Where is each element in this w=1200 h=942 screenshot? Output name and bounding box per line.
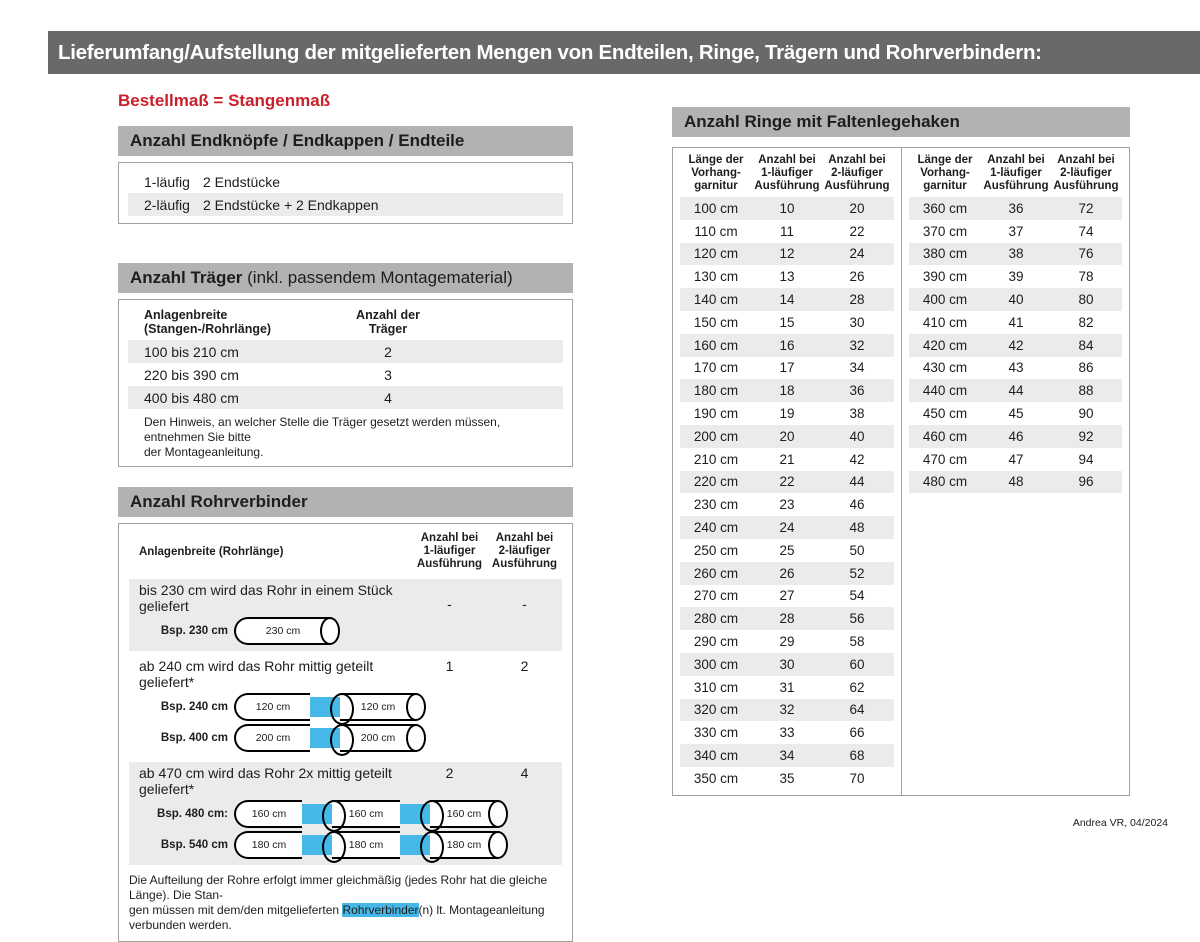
rod-endcap	[488, 831, 508, 859]
col-header-anzahl-traeger: Anzahl der Träger	[356, 308, 420, 336]
length-value: 460 cm	[922, 428, 968, 444]
example-label: Bsp. 540 cm	[160, 839, 228, 851]
rings-1-laeufig: 42	[1008, 337, 1024, 353]
rod-segment-length: 200 cm	[360, 732, 396, 744]
count-1-laeufig: -	[447, 596, 452, 612]
rings-2-laeufig: 90	[1078, 406, 1094, 422]
table-row	[909, 197, 1122, 220]
example-rod-line	[129, 617, 562, 645]
endpieces-header-text: Anzahl Endknöpfe / Endkappen / Endteile	[130, 131, 465, 150]
table-row	[909, 220, 1122, 243]
table-row	[909, 425, 1122, 448]
rod-illustration-540	[234, 831, 508, 859]
rohrverbinder-table-head	[119, 532, 572, 571]
length-value: 270 cm	[693, 588, 739, 604]
traeger-note	[144, 415, 563, 460]
table-row	[680, 265, 894, 288]
rings-1-laeufig: 11	[779, 223, 794, 239]
rings-1-laeufig: 29	[779, 634, 795, 650]
rings-2-laeufig: 56	[849, 611, 865, 627]
length-value: 310 cm	[693, 679, 739, 695]
rings-2-laeufig: 78	[1078, 269, 1094, 285]
rod-segment-length: 230 cm	[265, 625, 301, 637]
table-row	[680, 243, 894, 266]
length-value: 470 cm	[922, 451, 968, 467]
col-header-2-laeufig: Anzahl bei 2-läufiger Ausführung	[491, 532, 558, 570]
table-row	[909, 243, 1122, 266]
length-value: 200 cm	[693, 428, 739, 444]
rings-2-laeufig: 26	[849, 269, 865, 285]
page-title: Lieferumfang/Aufstellung der mitgelieferten Mengen von Endteilen, Ringe, Trägern und Rohrverbindern:	[58, 40, 1042, 64]
table-row	[128, 340, 563, 363]
table-row	[680, 334, 894, 357]
example-rod-line	[129, 831, 562, 859]
example-label: Bsp. 240 cm	[160, 701, 228, 713]
right-column	[672, 107, 1130, 796]
endpieces-section-header	[118, 126, 573, 156]
end-pieces-value: 2 Endstücke + 2 Endkappen	[203, 196, 379, 213]
col-header-2-laeufig: Anzahl bei 2-läufiger Ausführung	[824, 154, 890, 192]
length-value: 300 cm	[693, 656, 739, 672]
example-label: Bsp. 230 cm	[160, 625, 228, 637]
table-row	[909, 379, 1122, 402]
table-row	[680, 357, 894, 380]
width-range: 400 bis 480 cm	[144, 389, 239, 406]
rv-note-line2: gen müssen mit dem/den mitgelieferten Rohrverbinder(n) lt. Montageanleitung verbunden werden.	[129, 903, 545, 932]
length-value: 210 cm	[693, 451, 739, 467]
table-row	[909, 288, 1122, 311]
rings-1-laeufig: 45	[1008, 406, 1024, 422]
rohrverbinder-row-470	[129, 762, 562, 865]
traeger-count: 3	[384, 366, 392, 383]
traeger-note-line1: Den Hinweis, an welcher Stelle die Träger gesetzt werden müssen, entnehmen Sie bitte	[144, 415, 501, 444]
length-value: 450 cm	[922, 406, 968, 422]
example-label: Bsp. 480 cm:	[157, 808, 228, 820]
rings-2-laeufig: 80	[1078, 292, 1094, 308]
rings-table-1-head	[680, 152, 894, 197]
row-description: ab 240 cm wird das Rohr mittig geteilt geliefert*	[139, 658, 374, 690]
length-value: 240 cm	[693, 520, 739, 536]
rings-2-laeufig: 46	[849, 497, 865, 513]
example-rod-line	[129, 800, 562, 828]
rod-endcap	[488, 800, 508, 828]
rod-segment	[340, 693, 416, 721]
rings-2-laeufig: 28	[849, 292, 865, 308]
rod-segment-length: 180 cm	[348, 839, 384, 851]
rod-segment	[234, 800, 302, 828]
table-row	[909, 311, 1122, 334]
length-value: 170 cm	[693, 360, 739, 376]
table-row	[909, 402, 1122, 425]
rings-2-laeufig: 22	[849, 223, 865, 239]
traeger-section-header	[118, 263, 573, 293]
rings-1-laeufig: 30	[779, 656, 795, 672]
rod-endcap	[406, 724, 426, 752]
table-row	[680, 585, 894, 608]
rings-section-header	[672, 107, 1130, 137]
length-value: 130 cm	[693, 269, 739, 285]
col-header-anlagenbreite: Anlagenbreite (Stangen-/Rohrlänge)	[144, 308, 272, 336]
col-header-rohrlaenge: Anlagenbreite (Rohrlänge)	[139, 545, 284, 558]
rod-illustration-240	[234, 693, 426, 721]
rohrverbinder-note	[129, 873, 562, 933]
rings-2-laeufig: 72	[1078, 200, 1094, 216]
rings-2-laeufig: 66	[849, 725, 865, 741]
rings-2-laeufig: 54	[849, 588, 865, 604]
count-2-laeufig: -	[522, 596, 527, 612]
traeger-header-rest: (inkl. passendem Montagematerial)	[242, 268, 513, 287]
length-value: 400 cm	[922, 292, 968, 308]
length-value: 370 cm	[922, 223, 968, 239]
example-rod-line	[129, 724, 562, 752]
rod-segment-length: 120 cm	[360, 701, 396, 713]
rings-1-laeufig: 21	[779, 451, 795, 467]
table-row	[680, 767, 894, 790]
count-2-laeufig: 4	[520, 765, 529, 781]
rings-1-laeufig: 36	[1008, 200, 1024, 216]
rings-1-laeufig: 35	[779, 770, 795, 786]
rings-2-laeufig: 74	[1078, 223, 1094, 239]
table-row	[909, 357, 1122, 380]
rings-1-laeufig: 17	[779, 360, 795, 376]
length-value: 260 cm	[693, 565, 739, 581]
length-value: 120 cm	[693, 246, 739, 262]
rings-1-laeufig: 40	[1008, 292, 1024, 308]
table-row	[680, 676, 894, 699]
rings-2-laeufig: 42	[849, 451, 865, 467]
rings-1-laeufig: 46	[1008, 428, 1024, 444]
rod-segment	[234, 831, 302, 859]
rohrverbinder-row-230	[129, 579, 562, 651]
table-row	[909, 265, 1122, 288]
rod-segment-length: 160 cm	[251, 808, 287, 820]
rings-2-laeufig: 86	[1078, 360, 1094, 376]
traeger-header-bold: Anzahl Träger	[130, 268, 243, 287]
example-rod-line	[129, 693, 562, 721]
traeger-table-head	[128, 308, 563, 336]
rings-2-laeufig: 60	[849, 656, 865, 672]
rings-1-laeufig: 10	[779, 200, 795, 216]
table-row	[128, 363, 563, 386]
rings-2-laeufig: 76	[1078, 246, 1094, 262]
length-value: 160 cm	[693, 337, 739, 353]
rings-table-1-rows	[673, 197, 901, 790]
count-2-laeufig: 2	[520, 658, 529, 674]
length-value: 380 cm	[922, 246, 968, 262]
length-value: 320 cm	[693, 702, 739, 718]
rod-segment-length: 180 cm	[446, 839, 482, 851]
rings-2-laeufig: 62	[849, 679, 865, 695]
table-row	[909, 448, 1122, 471]
endpieces-table	[118, 162, 573, 224]
length-value: 290 cm	[693, 634, 739, 650]
table-row	[680, 402, 894, 425]
rings-2-laeufig: 70	[849, 770, 865, 786]
rings-2-laeufig: 40	[849, 428, 865, 444]
length-value: 110 cm	[694, 223, 738, 239]
run-type-label: 2-läufig	[144, 196, 190, 213]
length-value: 420 cm	[922, 337, 968, 353]
length-value: 440 cm	[922, 383, 968, 399]
rings-2-laeufig: 48	[849, 520, 865, 536]
rings-table-1	[673, 148, 901, 795]
length-value: 220 cm	[693, 474, 739, 490]
rings-table-2-rows	[902, 197, 1129, 493]
traeger-count: 4	[384, 389, 392, 406]
rings-2-laeufig: 34	[849, 360, 865, 376]
width-range: 220 bis 390 cm	[144, 366, 239, 383]
title-bar	[48, 31, 1200, 74]
table-row	[680, 562, 894, 585]
rings-1-laeufig: 23	[779, 497, 795, 513]
rings-2-laeufig: 88	[1078, 383, 1094, 399]
rings-1-laeufig: 48	[1008, 474, 1024, 490]
table-row	[680, 379, 894, 402]
traeger-note-line2: der Montageanleitung.	[144, 445, 264, 459]
left-column	[118, 91, 573, 942]
rings-1-laeufig: 26	[779, 565, 795, 581]
rod-illustration-400	[234, 724, 426, 752]
length-value: 390 cm	[922, 269, 968, 285]
rings-2-laeufig: 94	[1078, 451, 1094, 467]
rod-segment	[234, 617, 330, 645]
length-value: 250 cm	[693, 542, 739, 558]
rings-1-laeufig: 20	[779, 428, 795, 444]
section-endpieces	[118, 126, 573, 224]
end-pieces-value: 2 Endstücke	[203, 173, 281, 190]
rod-segment-length: 160 cm	[348, 808, 384, 820]
rings-1-laeufig: 13	[779, 269, 795, 285]
example-label: Bsp. 400 cm	[160, 732, 228, 744]
table-row	[680, 493, 894, 516]
rod-segment-length: 120 cm	[255, 701, 291, 713]
section-rohrverbinder	[118, 487, 573, 942]
run-type-label: 1-läufig	[144, 173, 190, 190]
rod-illustration-230	[234, 617, 340, 645]
width-range: 100 bis 210 cm	[144, 343, 239, 360]
rings-1-laeufig: 33	[779, 725, 795, 741]
traeger-table	[118, 299, 573, 467]
rod-segment-length: 200 cm	[255, 732, 291, 744]
length-value: 350 cm	[693, 770, 739, 786]
rod-segment	[234, 693, 310, 721]
rings-1-laeufig: 15	[779, 314, 795, 330]
rings-header-text: Anzahl Ringe mit Faltenlegehaken	[684, 112, 960, 131]
rings-table-2	[901, 148, 1129, 795]
table-row	[680, 607, 894, 630]
rings-1-laeufig: 28	[779, 611, 795, 627]
col-header-laenge: Länge der Vorhang- garnitur	[917, 154, 973, 192]
table-row	[680, 653, 894, 676]
rod-segment-length: 180 cm	[251, 839, 287, 851]
rings-1-laeufig: 31	[779, 679, 795, 695]
count-1-laeufig: 1	[445, 658, 454, 674]
rings-1-laeufig: 24	[779, 520, 795, 536]
rohrverbinder-section-header	[118, 487, 573, 517]
table-row	[680, 699, 894, 722]
rings-1-laeufig: 32	[779, 702, 795, 718]
rings-2-laeufig: 64	[849, 702, 865, 718]
traeger-count: 2	[384, 343, 392, 360]
rv-note-line1: Die Aufteilung der Rohre erfolgt immer gleichmäßig (jedes Rohr hat die gleiche Länge). Die Stan-	[129, 873, 548, 902]
table-row	[680, 721, 894, 744]
table-row	[680, 220, 894, 243]
col-header-2-laeufig: Anzahl bei 2-läufiger Ausführung	[1053, 154, 1119, 192]
length-value: 230 cm	[693, 497, 739, 513]
length-value: 360 cm	[922, 200, 968, 216]
traeger-rows	[119, 340, 572, 409]
rings-1-laeufig: 19	[779, 406, 795, 422]
table-row	[909, 334, 1122, 357]
rings-1-laeufig: 44	[1008, 383, 1024, 399]
table-row	[680, 539, 894, 562]
rings-2-laeufig: 82	[1078, 314, 1094, 330]
length-value: 280 cm	[693, 611, 739, 627]
col-header-1-laeufig: Anzahl bei 1-läufiger Ausführung	[754, 154, 820, 192]
table-row	[128, 170, 563, 193]
rings-2-laeufig: 38	[849, 406, 865, 422]
rings-2-laeufig: 92	[1078, 428, 1094, 444]
rings-2-laeufig: 96	[1078, 474, 1094, 490]
table-row	[680, 288, 894, 311]
table-row	[128, 386, 563, 409]
rings-2-laeufig: 32	[849, 337, 865, 353]
rings-1-laeufig: 12	[779, 246, 795, 262]
rings-2-laeufig: 68	[849, 748, 865, 764]
rings-1-laeufig: 37	[1008, 223, 1024, 239]
rod-endcap	[406, 693, 426, 721]
rohrverbinder-header-text: Anzahl Rohrverbinder	[130, 492, 308, 511]
document-footer: Andrea VR, 04/2024	[1072, 817, 1168, 829]
length-value: 410 cm	[922, 314, 968, 330]
rings-2-laeufig: 44	[849, 474, 865, 490]
rings-1-laeufig: 34	[779, 748, 795, 764]
table-row	[680, 311, 894, 334]
rings-1-laeufig: 16	[779, 337, 795, 353]
table-row	[680, 471, 894, 494]
table-row	[680, 197, 894, 220]
length-value: 140 cm	[693, 292, 739, 308]
rings-2-laeufig: 52	[849, 565, 865, 581]
rohrverbinder-highlight: Rohrverbinder	[342, 903, 419, 917]
rings-1-laeufig: 14	[779, 292, 795, 308]
rings-2-laeufig: 24	[849, 246, 865, 262]
rings-table-2-head	[909, 152, 1122, 197]
length-value: 330 cm	[693, 725, 739, 741]
rod-illustration-480	[234, 800, 508, 828]
rings-1-laeufig: 25	[779, 542, 795, 558]
rings-2-laeufig: 84	[1078, 337, 1094, 353]
table-row	[680, 744, 894, 767]
table-row	[680, 425, 894, 448]
rings-1-laeufig: 41	[1008, 314, 1024, 330]
length-value: 150 cm	[693, 314, 739, 330]
length-value: 340 cm	[693, 748, 739, 764]
row-description: bis 230 cm wird das Rohr in einem Stück geliefert	[139, 582, 393, 614]
table-row	[128, 193, 563, 216]
rings-1-laeufig: 47	[1008, 451, 1024, 467]
table-row	[680, 630, 894, 653]
length-value: 430 cm	[922, 360, 968, 376]
col-header-1-laeufig: Anzahl bei 1-läufiger Ausführung	[983, 154, 1049, 192]
rod-segment	[332, 800, 400, 828]
rings-2-laeufig: 58	[849, 634, 865, 650]
rod-segment	[234, 724, 310, 752]
row-description: ab 470 cm wird das Rohr 2x mittig geteilt geliefert*	[139, 765, 392, 797]
rod-segment	[332, 831, 400, 859]
rings-1-laeufig: 27	[779, 588, 795, 604]
rings-1-laeufig: 38	[1008, 246, 1024, 262]
table-row	[680, 516, 894, 539]
rod-segment	[340, 724, 416, 752]
rings-1-laeufig: 18	[779, 383, 795, 399]
order-measure-note: Bestellmaß = Stangenmaß	[118, 91, 331, 110]
rings-2-laeufig: 50	[849, 542, 865, 558]
rings-1-laeufig: 39	[1008, 269, 1024, 285]
col-header-1-laeufig: Anzahl bei 1-läufiger Ausführung	[416, 532, 483, 570]
rings-2-laeufig: 20	[849, 200, 865, 216]
rings-1-laeufig: 43	[1008, 360, 1024, 376]
rings-2-laeufig: 36	[849, 383, 865, 399]
section-traeger	[118, 263, 573, 467]
length-value: 180 cm	[693, 383, 739, 399]
length-value: 100 cm	[693, 200, 739, 216]
length-value: 190 cm	[693, 406, 739, 422]
rohrverbinder-table	[118, 523, 573, 942]
rings-2-laeufig: 30	[849, 314, 865, 330]
rings-table-container	[672, 147, 1130, 796]
rod-endcap	[320, 617, 340, 645]
rings-1-laeufig: 22	[779, 474, 795, 490]
rod-segment-length: 160 cm	[446, 808, 482, 820]
table-row	[680, 448, 894, 471]
count-1-laeufig: 2	[445, 765, 454, 781]
rohrverbinder-row-240	[129, 655, 562, 758]
col-header-laenge: Länge der Vorhang- garnitur	[688, 154, 744, 192]
length-value: 480 cm	[922, 474, 968, 490]
table-row	[909, 471, 1122, 494]
